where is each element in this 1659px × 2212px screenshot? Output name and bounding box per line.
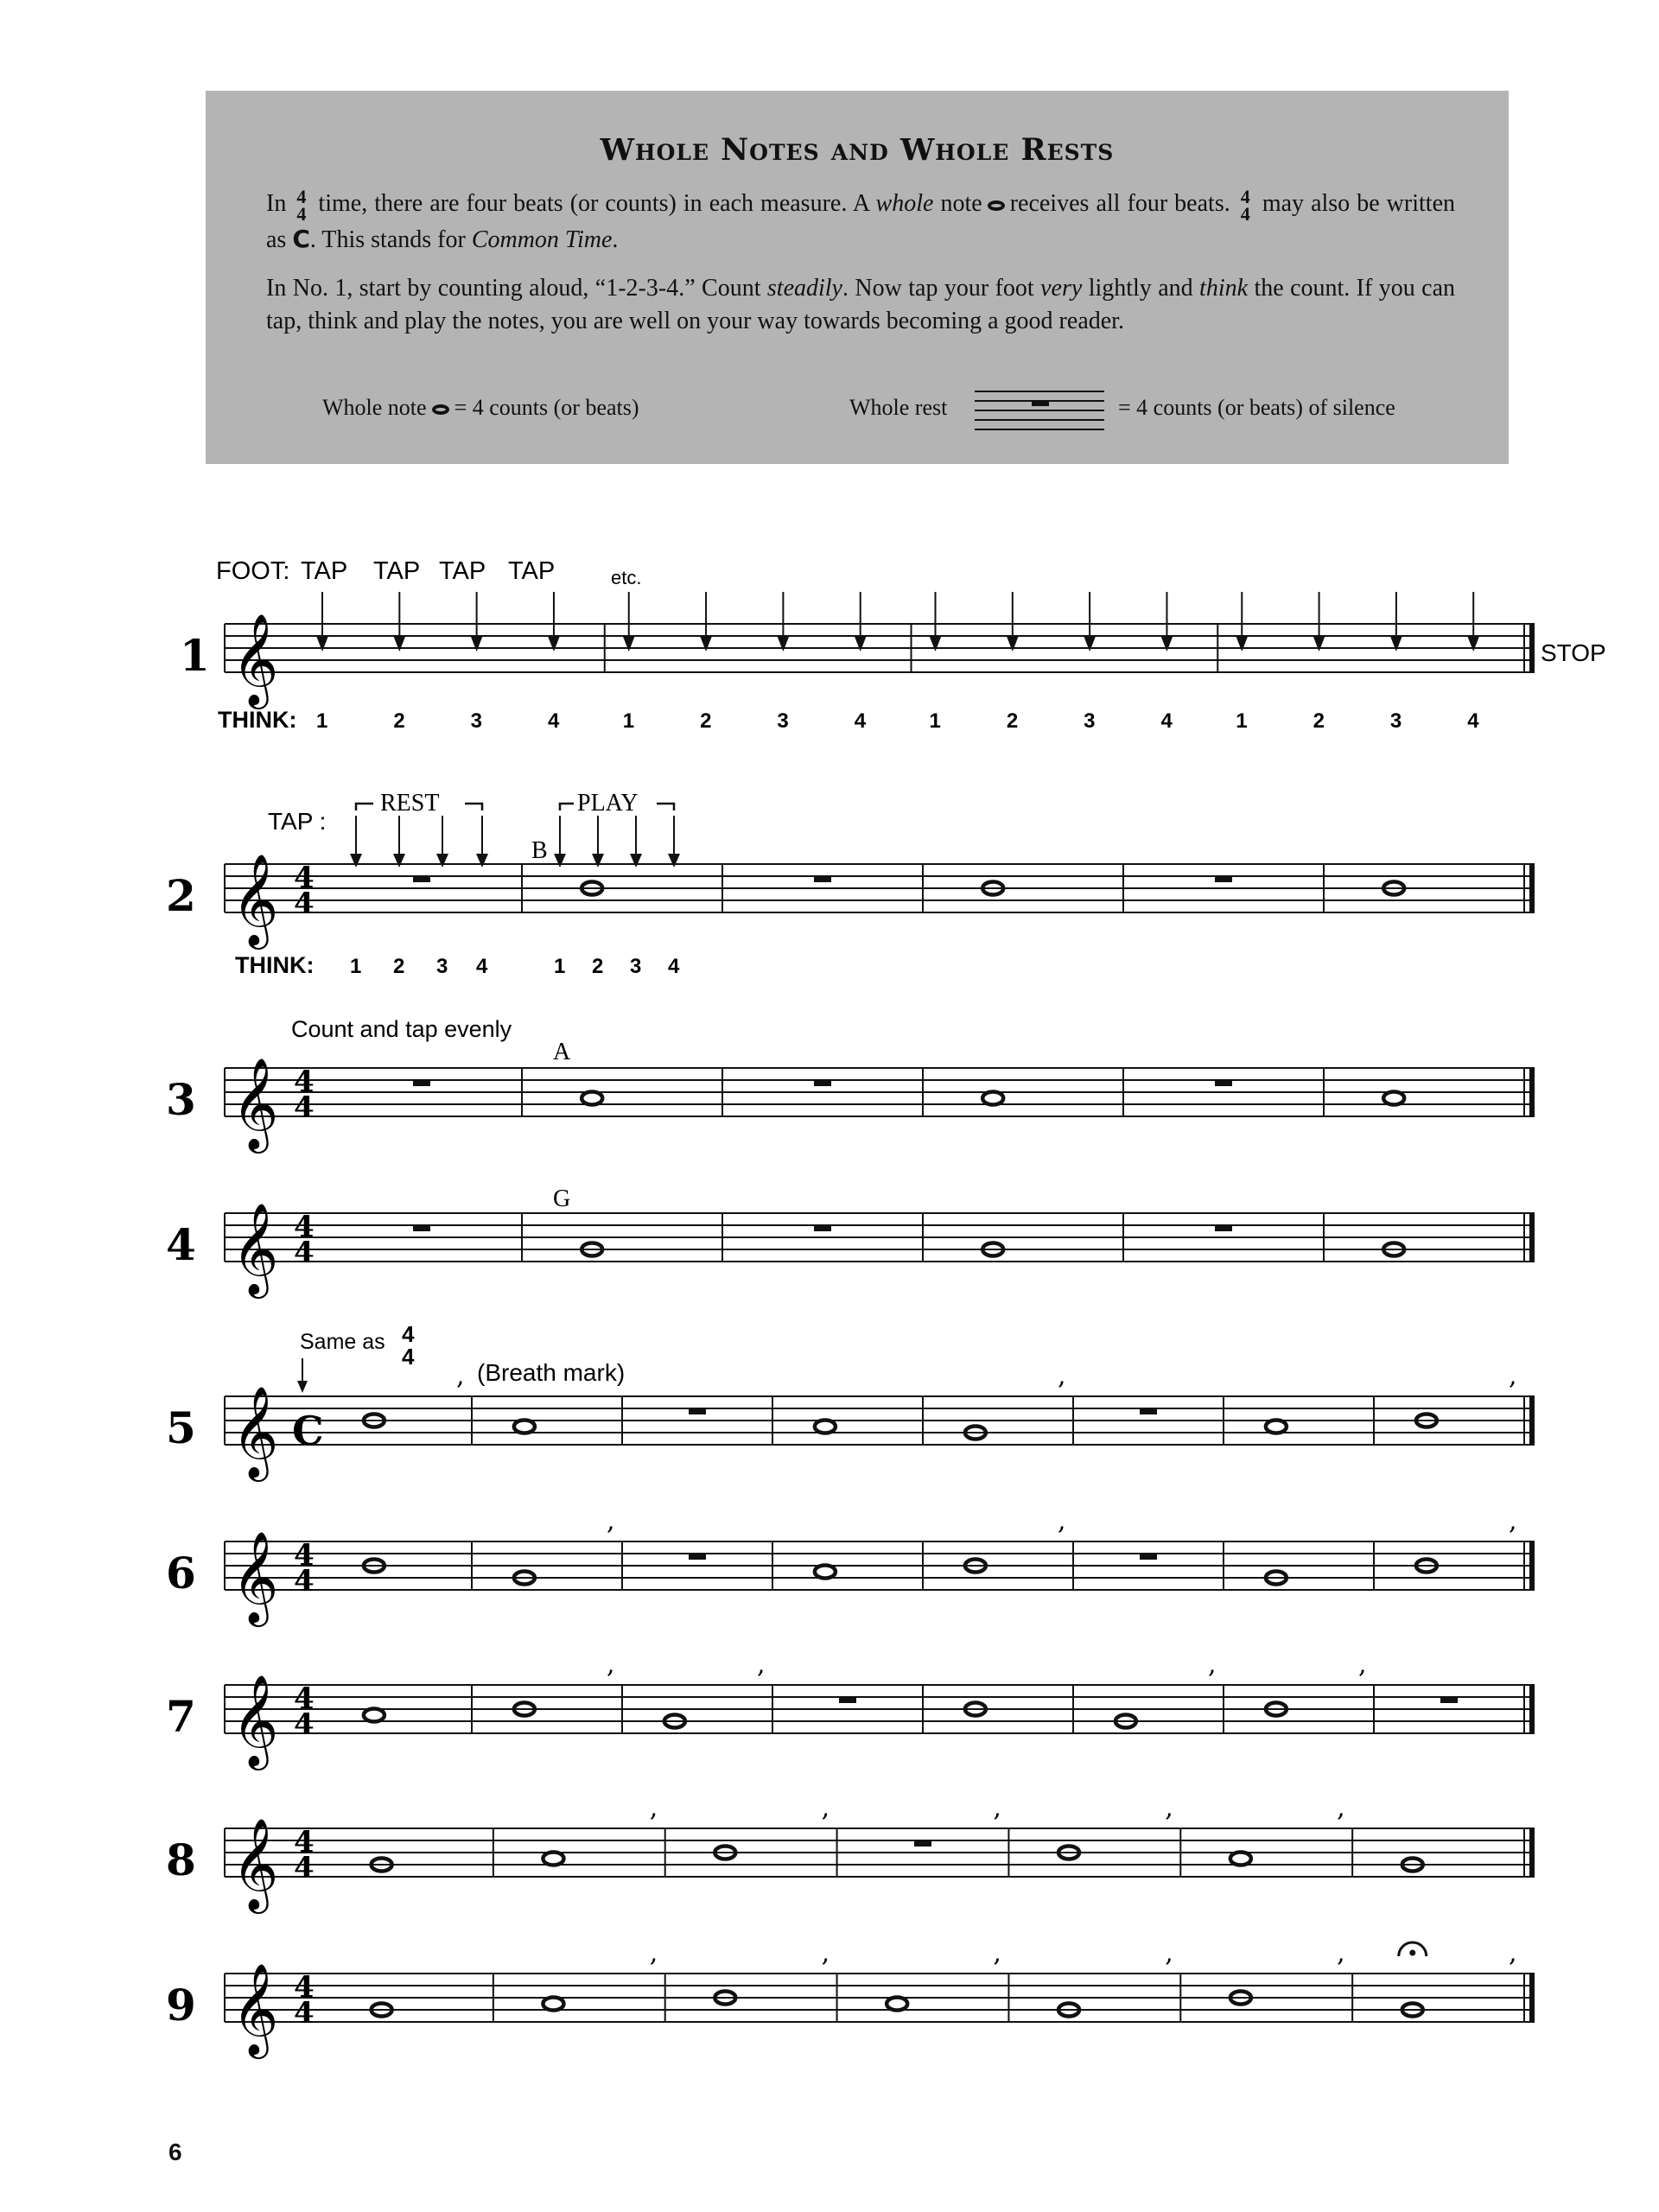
para2-d: the count. If you can tap, think and play the notes, you are well on your way towards becoming a good reader. xyxy=(266,275,1455,334)
breath-mark-icon: , xyxy=(1337,1938,1345,1968)
tap-arrow-head xyxy=(1467,636,1479,652)
time-signature-bottom: 4 xyxy=(294,1707,315,1742)
breath-mark-icon: , xyxy=(1509,1361,1517,1391)
count-number: 1 xyxy=(622,709,635,733)
tap-word-1: TAP xyxy=(301,557,348,585)
staff-6 xyxy=(166,1506,1535,1627)
common-time-icon: C xyxy=(292,224,310,253)
count-number: 1 xyxy=(350,955,362,978)
time-signature-top: 4 xyxy=(294,1538,315,1573)
breath-mark-icon: , xyxy=(1165,1793,1173,1823)
time-signature-bottom: 4 xyxy=(294,1236,315,1270)
ts-bottom-2: 4 xyxy=(1240,202,1250,225)
para1-d: may also be written as xyxy=(266,190,1455,253)
count-number: 4 xyxy=(1160,709,1173,733)
tap-arrow-head xyxy=(350,854,362,868)
whole-rest xyxy=(814,1080,831,1086)
whole-note xyxy=(815,1421,836,1433)
breath-mark-icon: , xyxy=(1058,1506,1066,1536)
whole-note xyxy=(1266,1421,1287,1433)
tap-arrow-head xyxy=(1390,636,1402,652)
ex1-tap-arrows xyxy=(316,592,1479,652)
ts-top: 4 xyxy=(296,185,307,207)
para1-c: receives all four beats. xyxy=(1009,190,1230,217)
treble-clef-icon: 𝄞 xyxy=(232,1202,279,1294)
etc-label: etc. xyxy=(611,567,642,588)
treble-clef-icon: 𝄞 xyxy=(232,1385,279,1478)
tap-word-2: TAP xyxy=(373,557,421,585)
breath-mark-icon: , xyxy=(1337,1793,1345,1823)
whole-rest xyxy=(689,1408,706,1414)
same-as-arrowhead xyxy=(297,1381,308,1393)
count-instruction: Count and tap evenly xyxy=(291,1016,512,1042)
time-signature-top: 4 xyxy=(294,1210,315,1244)
whole-rest xyxy=(1215,1225,1232,1231)
tap-arrow-head xyxy=(1236,636,1248,652)
legend-rest-label: Whole rest xyxy=(849,395,948,420)
time-signature-bottom: 4 xyxy=(294,1851,315,1885)
think-label-2: THINK: xyxy=(235,952,315,978)
breath-mark-label: (Breath mark) xyxy=(477,1359,626,1386)
tap-arrow-head xyxy=(393,636,405,652)
tap-arrow-head xyxy=(1007,636,1019,652)
ex3-note-name: A xyxy=(553,1039,571,1065)
treble-clef-icon: 𝄞 xyxy=(232,1674,279,1766)
whole-rest xyxy=(1215,1080,1232,1086)
count-number: 4 xyxy=(476,955,488,978)
tap-word-4: TAP xyxy=(508,557,556,585)
tap-arrow-head xyxy=(930,636,942,652)
time-signature-bottom: 4 xyxy=(294,1090,315,1125)
whole-rest xyxy=(689,1554,706,1560)
breath-mark-icon: , xyxy=(757,1649,766,1680)
ts-top-2: 4 xyxy=(1240,185,1250,207)
play-label: PLAY xyxy=(577,790,639,817)
breath-mark-icon: , xyxy=(649,1938,658,1968)
count-number: 2 xyxy=(393,955,405,978)
count-number: 1 xyxy=(929,709,941,733)
time-signature-top: 4 xyxy=(294,1065,315,1099)
breath-mark-icon: , xyxy=(607,1649,615,1680)
exercise-number: 3 xyxy=(166,1074,196,1125)
staff-9 xyxy=(166,1938,1535,2059)
count-number: 3 xyxy=(470,709,482,733)
para1-a: time, there are four beats (or counts) in each measure. A xyxy=(318,190,869,217)
whole-rest xyxy=(914,1840,931,1847)
whole-note xyxy=(514,1421,535,1433)
tap-arrow-head xyxy=(777,636,789,652)
whole-rest xyxy=(839,1697,856,1703)
same-as-label: Same as xyxy=(300,1330,385,1354)
whole-note xyxy=(1383,1092,1404,1105)
exercise-number: 6 xyxy=(166,1548,196,1599)
tap-arrow-head xyxy=(393,854,405,868)
tap-arrow-head xyxy=(623,636,635,652)
para1-whole: whole xyxy=(875,190,934,217)
count-number: 3 xyxy=(630,955,642,978)
info-paragraph-1: In 4 4 time, there are four beats (or counts) in each measure. A whole note receives all four beats. 4 4 may also be written as C. This stands for Common Time. xyxy=(266,185,1455,253)
whole-rest xyxy=(814,1225,831,1231)
whole-rest xyxy=(1215,876,1232,882)
whole-rest xyxy=(1140,1554,1157,1560)
tap-arrow-head xyxy=(1160,636,1173,652)
ex2-counts xyxy=(350,955,680,978)
tap-arrow-head xyxy=(554,854,566,868)
count-number: 1 xyxy=(554,955,566,978)
count-number: 2 xyxy=(393,709,405,733)
tap-arrow-head xyxy=(1084,636,1096,652)
time-signature-bottom: 4 xyxy=(294,887,315,921)
time-signature-top: 4 xyxy=(294,1681,315,1716)
para2-b: . Now tap your foot xyxy=(842,275,1034,302)
para1-b: note xyxy=(940,190,982,217)
tap-arrow-head xyxy=(592,854,604,868)
stop-label: STOP xyxy=(1541,639,1606,666)
tap-arrow-head xyxy=(436,854,448,868)
tap-arrow-head xyxy=(548,636,560,652)
breath-mark-icon: , xyxy=(1165,1938,1173,1968)
tap-arrow-head xyxy=(1313,636,1325,652)
treble-clef-icon: 𝄞 xyxy=(232,613,279,705)
para2-a: In No. 1, start by counting aloud, “1-2-3-4.” Count xyxy=(266,275,761,302)
ts-bottom: 4 xyxy=(296,202,307,225)
count-number: 4 xyxy=(668,955,680,978)
ex1-counts xyxy=(316,709,1479,733)
count-number: 2 xyxy=(700,709,712,733)
count-number: 1 xyxy=(1236,709,1248,733)
treble-clef-icon: 𝄞 xyxy=(232,1057,279,1149)
breath-mark-icon: , xyxy=(821,1938,830,1968)
breath-mark-icon: , xyxy=(993,1793,1001,1823)
exercise-number: 1 xyxy=(180,630,210,681)
breath-mark-icon: , xyxy=(1509,1506,1517,1536)
tap-arrow-head xyxy=(471,636,483,652)
tap-word-3: TAP xyxy=(439,557,486,585)
exercise-number: 7 xyxy=(166,1691,196,1742)
tap-arrow-head xyxy=(630,854,642,868)
para1-in: In xyxy=(266,190,287,217)
treble-clef-icon: 𝄞 xyxy=(232,853,279,945)
para1-common-time: Common Time xyxy=(471,226,613,253)
breath-mark-icon: , xyxy=(607,1506,615,1536)
exercise-number: 4 xyxy=(166,1219,196,1270)
count-number: 4 xyxy=(547,709,560,733)
para2-very: very xyxy=(1040,275,1083,302)
staff-4 xyxy=(166,1202,1535,1299)
time-signature-top: 4 xyxy=(294,861,315,895)
info-title: Whole Notes and Whole Rests xyxy=(600,132,1115,168)
legend-rest-def: = 4 counts (or beats) of silence xyxy=(1118,395,1395,420)
ex4-note-name: G xyxy=(553,1185,571,1212)
treble-clef-icon: 𝄞 xyxy=(232,1962,279,2055)
treble-clef-icon: 𝄞 xyxy=(232,1530,279,1623)
same-as-ts-bottom: 4 xyxy=(402,1344,415,1370)
tap-arrow-head xyxy=(476,854,488,868)
breath-mark-icon: , xyxy=(1358,1649,1367,1680)
think-label-1: THINK: xyxy=(218,707,297,733)
count-number: 4 xyxy=(854,709,867,733)
whole-note xyxy=(1230,1853,1251,1866)
breath-mark-icon: , xyxy=(456,1361,465,1391)
para1-e: . This stands for xyxy=(309,226,466,253)
exercise-number: 5 xyxy=(166,1402,196,1453)
time-signature-top: 4 xyxy=(294,1825,315,1859)
tap-arrow-head xyxy=(700,636,712,652)
time-signature-bottom: 4 xyxy=(294,1564,315,1599)
whole-note xyxy=(815,1566,836,1579)
breath-mark-icon: , xyxy=(993,1938,1001,1968)
para2-think: think xyxy=(1199,275,1249,302)
whole-note xyxy=(543,1853,563,1866)
count-number: 2 xyxy=(1313,709,1325,733)
time-signature-bottom: 4 xyxy=(294,1996,315,2031)
whole-note xyxy=(582,1092,602,1105)
ex2-note-name: B xyxy=(531,837,548,864)
tap-arrow-head xyxy=(668,854,680,868)
common-time-icon: C xyxy=(292,1408,324,1454)
count-number: 3 xyxy=(777,709,789,733)
staff-8 xyxy=(166,1793,1535,1914)
count-number: 1 xyxy=(316,709,328,733)
whole-rest xyxy=(1440,1697,1458,1703)
tap-arrow-head xyxy=(855,636,867,652)
whole-note xyxy=(364,1709,385,1722)
whole-rest xyxy=(814,876,831,882)
ex2-tap-arrows xyxy=(350,816,680,868)
breath-mark-icon: , xyxy=(1208,1649,1217,1680)
tap-label: TAP : xyxy=(268,808,327,835)
treble-clef-icon: 𝄞 xyxy=(232,1817,279,1910)
staff-2 xyxy=(166,853,1535,950)
staff-7 xyxy=(166,1649,1535,1770)
breath-mark-icon: , xyxy=(821,1793,830,1823)
rest-label: REST xyxy=(380,790,440,817)
count-number: 2 xyxy=(1006,709,1019,733)
count-number: 2 xyxy=(592,955,604,978)
whole-note xyxy=(982,1092,1003,1105)
exercise-number: 9 xyxy=(166,1980,196,2031)
para2-c: lightly and xyxy=(1088,275,1193,302)
count-number: 3 xyxy=(1084,709,1096,733)
tap-arrow-head xyxy=(316,636,328,652)
whole-rest xyxy=(1140,1408,1157,1414)
fermata-dot xyxy=(1409,1950,1415,1956)
para2-steadily: steadily xyxy=(766,275,842,302)
breath-mark-icon: , xyxy=(1058,1361,1066,1391)
whole-rest xyxy=(413,1080,430,1086)
time-signature-top: 4 xyxy=(294,1970,315,2005)
exercise-number: 8 xyxy=(166,1834,196,1885)
same-as-ts-top: 4 xyxy=(402,1321,415,1347)
count-number: 3 xyxy=(436,955,448,978)
legend-note-label: Whole note xyxy=(322,395,427,420)
whole-rest xyxy=(413,876,430,882)
whole-rest xyxy=(413,1225,430,1231)
staff-3 xyxy=(166,1057,1535,1154)
exercise-number: 2 xyxy=(166,870,196,921)
page-number: 6 xyxy=(168,2139,182,2165)
count-number: 4 xyxy=(1467,709,1479,733)
breath-mark-icon: , xyxy=(649,1793,658,1823)
count-number: 3 xyxy=(1389,709,1402,733)
whole-note xyxy=(543,1998,563,2011)
staff-5 xyxy=(166,1361,1535,1482)
legend-note-def: = 4 counts (or beats) xyxy=(454,395,639,420)
breath-mark-icon: , xyxy=(1509,1938,1517,1968)
staff-1 xyxy=(180,613,1535,709)
whole-note xyxy=(887,1998,907,2011)
foot-label: FOOT: xyxy=(216,557,290,585)
